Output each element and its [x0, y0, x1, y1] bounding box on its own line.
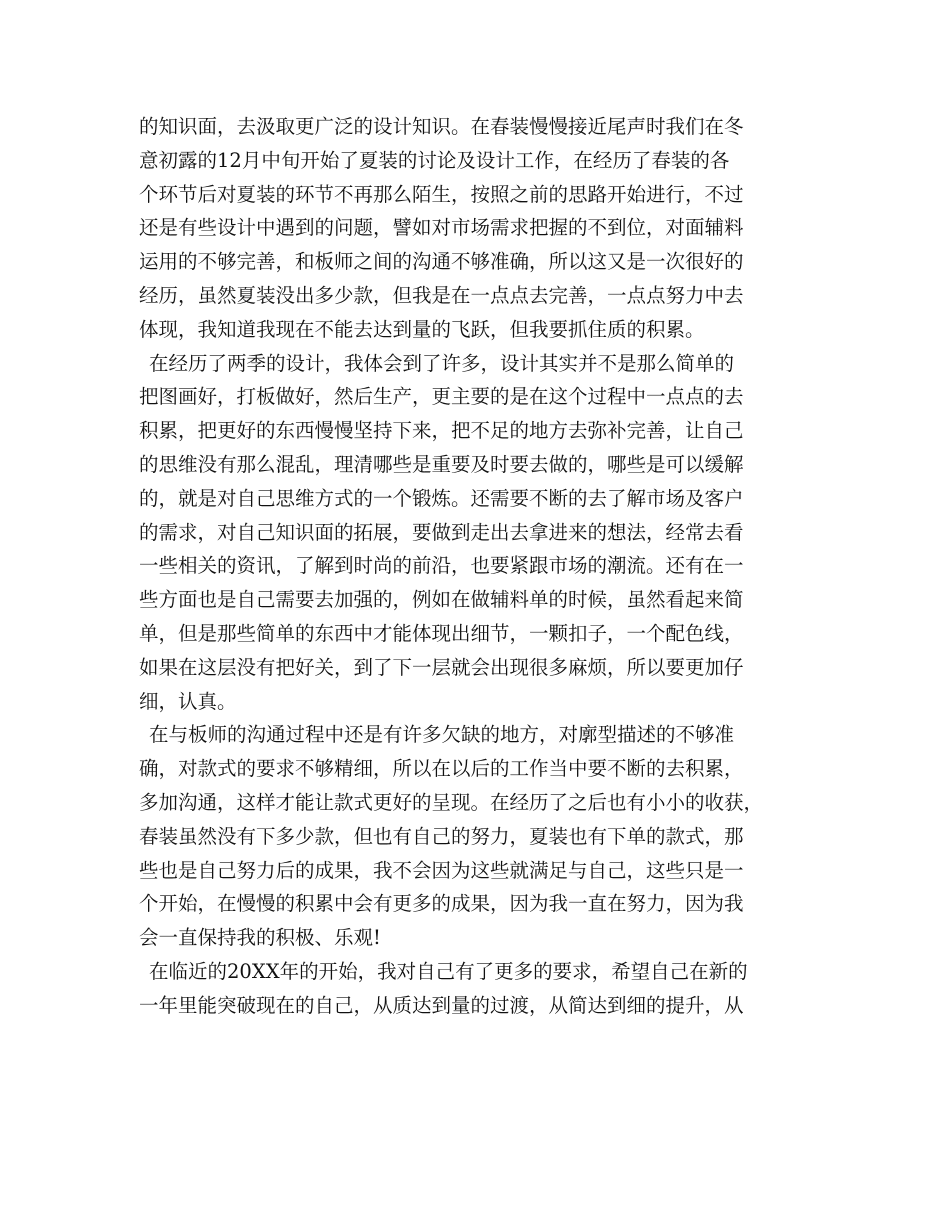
text-line: 个环节后对夏装的环节不再那么陌生，按照之前的思路开始进行，不过	[139, 182, 744, 206]
body-text	[139, 110, 819, 1023]
paragraph-start-line: 在经历了两季的设计，我体会到了许多，设计其实并不是那么简单的	[149, 351, 735, 375]
text-line: 的知识面，去汲取更广泛的设计知识。在春装慢慢接近尾声时我们在冬	[139, 115, 744, 138]
text-line: 还是有些设计中遇到的问题，譬如对市场需求把握的不到位，对面辅料	[139, 216, 744, 240]
text-line: 细，认真。	[139, 689, 237, 713]
text-line: 的，就是对自己思维方式的一个锻炼。还需要不断的去了解市场及客户	[139, 486, 744, 510]
text-line: 运用的不够完善，和板师之间的沟通不够准确，所以这又是一次很好的	[139, 250, 744, 274]
text-line: 的需求，对自己知识面的拓展，要做到走出去拿进来的想法，经常去看	[139, 520, 744, 544]
text-line: 单，但是那些简单的东西中才能体现出细节，一颗扣子，一个配色线，	[139, 621, 744, 645]
text-line: 春装虽然没有下多少款，但也有自己的努力，夏装也有下单的款式，那	[139, 824, 744, 848]
text-line: 的思维没有那么混乱，理清哪些是重要及时要去做的，哪些是可以缓解	[139, 452, 744, 476]
text-line: 些方面也是自己需要去加强的，例如在做辅料单的时候，虽然看起来简	[139, 588, 744, 612]
text-line: 一些相关的资讯，了解到时尚的前沿，也要紧跟市场的潮流。还有在一	[139, 554, 744, 578]
text-line: 意初露的12月中旬开始了夏装的讨论及设计工作，在经历了春装的各	[139, 148, 730, 172]
paragraph-start-line: 在与板师的沟通过程中还是有许多欠缺的地方，对廓型描述的不够准	[149, 723, 735, 747]
text-line: 个开始，在慢慢的积累中会有更多的成果，因为我一直在努力，因为我	[139, 892, 744, 916]
text-line: 多加沟通，这样才能让款式更好的呈现。在经历了之后也有小小的收获，	[139, 790, 764, 814]
paragraph-start-line: 在临近的20XX年的开始，我对自己有了更多的要求，希望自己在新的	[149, 959, 748, 983]
text-line: 积累，把更好的东西慢慢坚持下来，把不足的地方去弥补完善，让自己	[139, 419, 744, 443]
text-line: 如果在这层没有把好关，到了下一层就会出现很多麻烦，所以要更加仔	[139, 655, 744, 679]
text-line: 体现，我知道我现在不能去达到量的飞跃，但我要抓住质的积累。	[139, 317, 705, 341]
text-line: 些也是自己努力后的成果，我不会因为这些就满足与自己，这些只是一	[139, 858, 744, 882]
text-line: 经历，虽然夏装没出多少款，但我是在一点点去完善，一点点努力中去	[139, 283, 744, 307]
text-line: 把图画好，打板做好，然后生产，更主要的是在这个过程中一点点的去	[139, 385, 744, 409]
text-line: 会一直保持我的积极、乐观!	[139, 926, 381, 950]
text-line: 一年里能突破现在的自己，从质达到量的过渡，从简达到细的提升，从	[139, 993, 744, 1017]
text-line: 确，对款式的要求不够精细，所以在以后的工作当中要不断的去积累，	[139, 757, 744, 781]
